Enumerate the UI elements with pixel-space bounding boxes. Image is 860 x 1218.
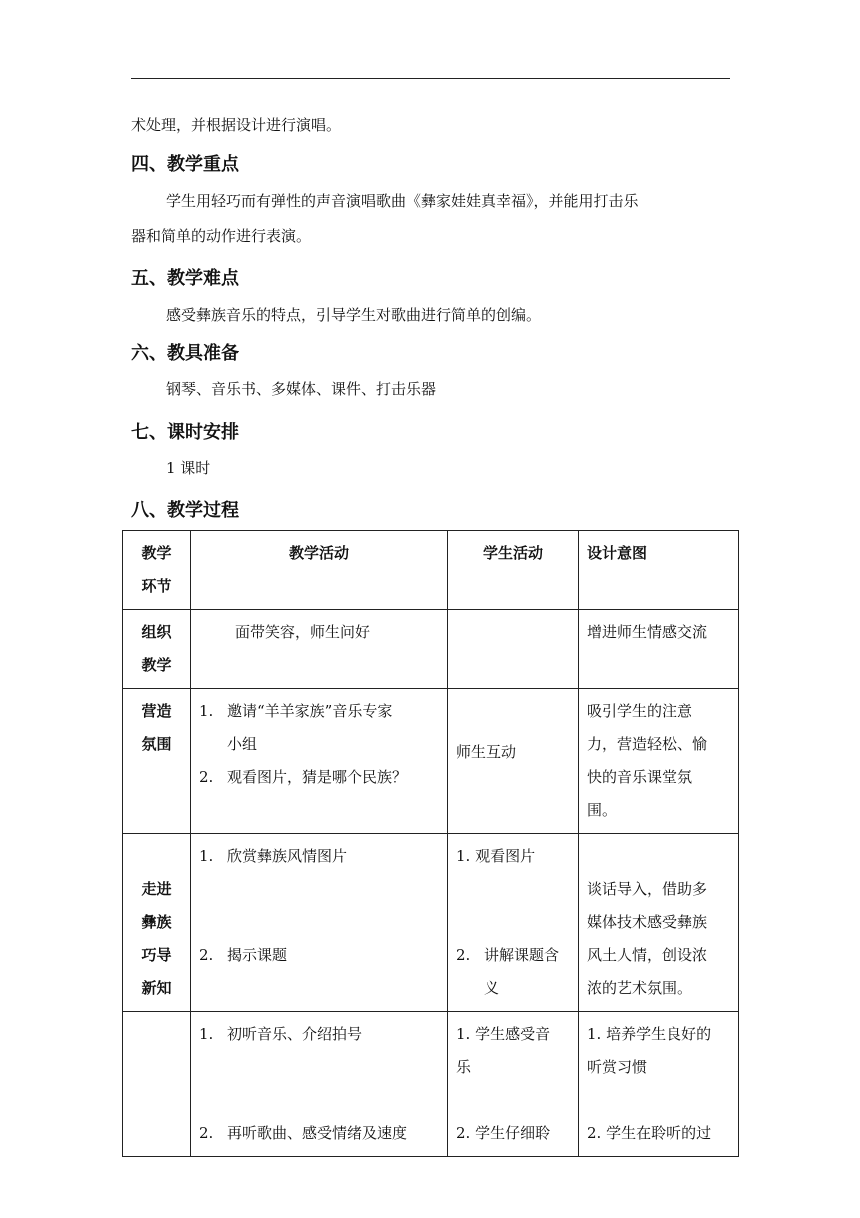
row3-student [448, 834, 579, 1012]
row4-intent-item1-line1: 1. 培养学生良好的 [587, 1025, 712, 1043]
row4-student-item1-line2: 乐 [456, 1058, 472, 1076]
row3-stage-line4: 新知 [141, 979, 172, 997]
row2-intent [579, 689, 739, 834]
section-6-body: 钢琴、音乐书、多媒体、课件、打击乐器 [166, 380, 437, 398]
section-7-body: 1 课时 [166, 459, 211, 477]
row1-teacher [191, 610, 448, 689]
continuation-text: 术处理，并根据设计进行演唱。 [131, 116, 342, 134]
row3-intent [579, 834, 739, 1012]
section-5-body: 感受彝族音乐的特点，引导学生对歌曲进行简单的创编。 [166, 306, 542, 324]
row3-student-item2 [456, 939, 570, 1005]
row1-stage [123, 610, 191, 689]
table-header-row [123, 531, 739, 610]
row4-intent [579, 1012, 739, 1157]
row3-intent-line1: 谈话导入，借助多 [587, 880, 708, 898]
row3-intent-line3: 风土人情，创设浓 [587, 946, 708, 964]
row2-teacher-item1 [199, 695, 439, 761]
row3-student-item2-line1: 讲解课题含 [484, 946, 560, 964]
row2-student: 师生互动 [448, 689, 579, 834]
row2-stage-line1: 营造 [141, 702, 172, 720]
row3-teacher-item1-num: 1. [199, 847, 214, 865]
row2-teacher-item1-line2: 小组 [227, 735, 258, 753]
row1-intent: 增进师生情感交流 [579, 610, 739, 689]
section-4-body-line1: 学生用轻巧而有弹性的声音演唱歌曲《彝家娃娃真幸福》，并能用打击乐 [166, 192, 639, 210]
row4-teacher-item1-text: 初听音乐、介绍拍号 [227, 1025, 363, 1043]
row3-teacher [191, 834, 448, 1012]
row1-student [448, 610, 579, 689]
row3-stage-line1: 走进 [141, 880, 172, 898]
row3-student-item1: 1. 观看图片 [456, 847, 536, 865]
row3-stage-line3: 巧导 [141, 946, 172, 964]
row1-stage-line2: 教学 [141, 656, 172, 674]
table-row [123, 1012, 739, 1157]
row4-teacher [191, 1012, 448, 1157]
row2-intent-line1: 吸引学生的注意 [587, 702, 693, 720]
row3-teacher-item2-num: 2. [199, 946, 214, 964]
section-4-title: 四、教学重点 [131, 154, 239, 175]
section-6-title: 六、教具准备 [131, 343, 239, 364]
header-rule [131, 78, 730, 79]
row3-teacher-item1 [199, 840, 439, 873]
row4-teacher-item1 [199, 1018, 439, 1051]
table-row [123, 834, 739, 1012]
table-row [123, 689, 739, 834]
header-stage-line2: 环节 [141, 577, 172, 595]
section-4-body-line2: 器和简单的动作进行表演。 [131, 227, 312, 245]
section-7-title: 七、课时安排 [131, 422, 239, 443]
row3-teacher-item2 [199, 939, 439, 972]
header-intent: 设计意图 [579, 531, 739, 610]
row3-student-item2-num: 2. [456, 946, 471, 964]
row2-stage [123, 689, 191, 834]
lesson-process-table [122, 530, 739, 1157]
row3-intent-line2: 媒体技术感受彝族 [587, 913, 708, 931]
row2-teacher-item2 [199, 761, 439, 794]
row2-intent-line3: 快的音乐课堂氛 [587, 768, 693, 786]
row1-teacher-text: 面带笑容，师生问好 [235, 623, 371, 641]
row2-intent-line2: 力，营造轻松、愉 [587, 735, 708, 753]
header-student: 学生活动 [448, 531, 579, 610]
row4-stage [123, 1012, 191, 1157]
row3-teacher-item1-text: 欣赏彝族风情图片 [227, 847, 348, 865]
row2-intent-line4: 围。 [587, 801, 618, 819]
row4-teacher-item2-text: 再听歌曲、感受情绪及速度 [227, 1124, 408, 1142]
row2-teacher-item1-line1: 邀请“羊羊家族”音乐专家 [227, 702, 393, 720]
row2-teacher-item1-num: 1. [199, 702, 214, 720]
row2-teacher [191, 689, 448, 834]
row3-intent-line4: 浓的艺术氛围。 [587, 979, 693, 997]
row3-stage [123, 834, 191, 1012]
row1-stage-line1: 组织 [141, 623, 172, 641]
row4-student-item2: 2. 学生仔细聆 [456, 1124, 551, 1142]
row3-teacher-item2-text: 揭示课题 [227, 946, 288, 964]
row4-teacher-item2 [199, 1117, 439, 1150]
row3-student-item2-line2: 义 [484, 979, 500, 997]
row4-intent-item1-line2: 听赏习惯 [587, 1058, 648, 1076]
row3-stage-line2: 彝族 [141, 913, 172, 931]
header-stage [123, 531, 191, 610]
section-5-title: 五、教学难点 [131, 268, 239, 289]
row2-stage-line2: 氛围 [141, 735, 172, 753]
row2-teacher-item2-text: 观看图片，猜是哪个民族？ [227, 768, 408, 786]
row4-student-item1-line1: 1. 学生感受音 [456, 1025, 551, 1043]
row4-student [448, 1012, 579, 1157]
row4-teacher-item1-num: 1. [199, 1025, 214, 1043]
section-8-title: 八、教学过程 [131, 500, 239, 521]
header-teacher: 教学活动 [191, 531, 448, 610]
row4-intent-item2: 2. 学生在聆听的过 [587, 1124, 712, 1142]
row4-teacher-item2-num: 2. [199, 1124, 214, 1142]
table-row [123, 610, 739, 689]
header-stage-line1: 教学 [141, 544, 172, 562]
row2-teacher-item2-num: 2. [199, 768, 214, 786]
